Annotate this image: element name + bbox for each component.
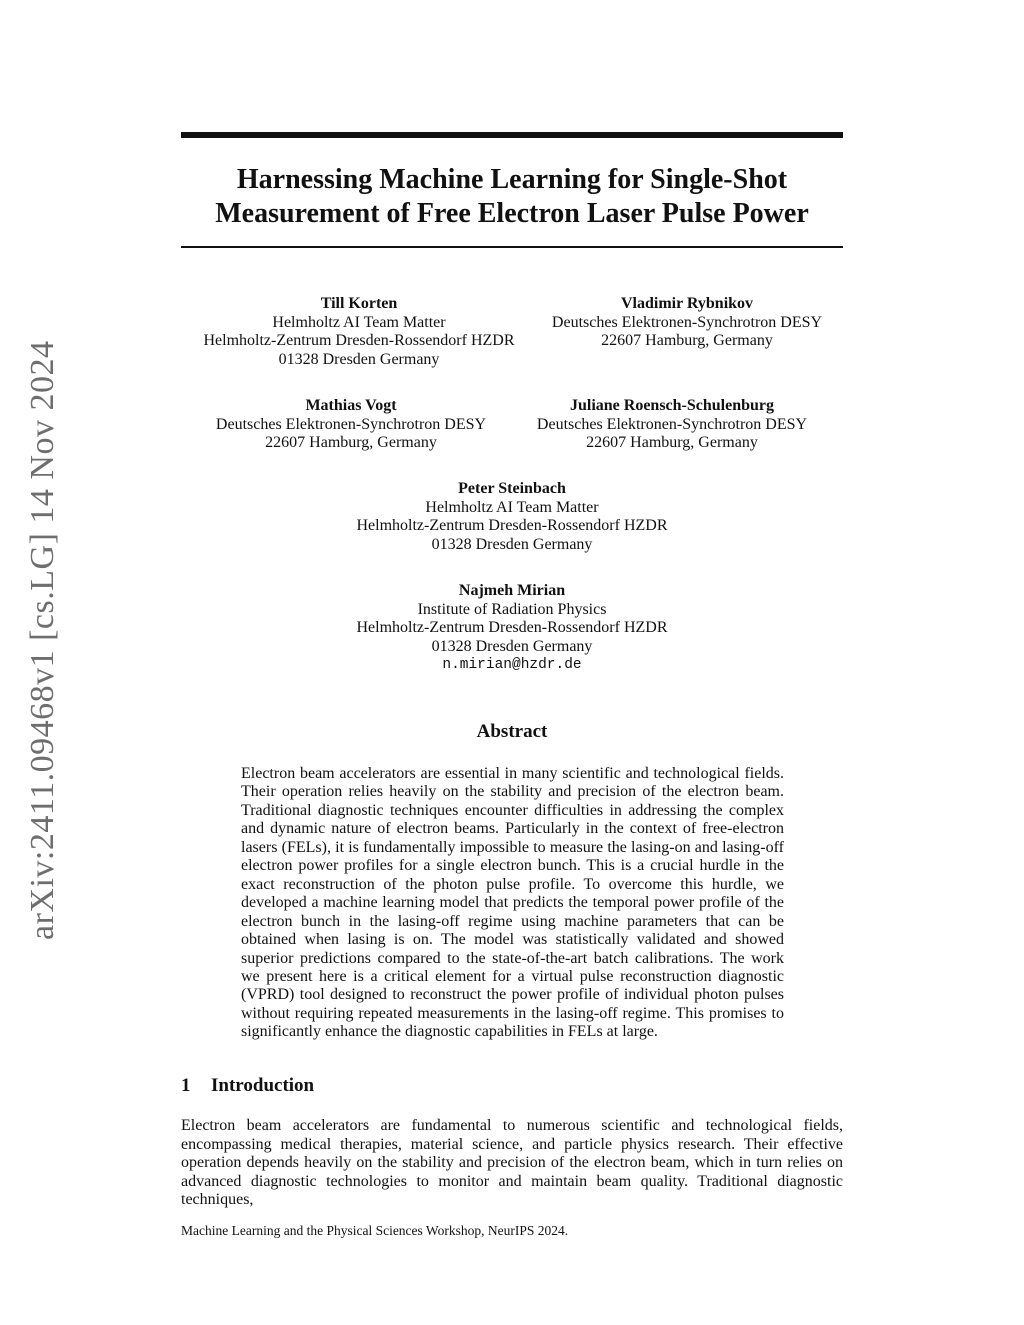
- author-address: 01328 Dresden Germany: [278, 350, 440, 368]
- author-name: Mathias Vogt: [305, 397, 397, 414]
- author-affiliation: Institute of Radiation Physics: [417, 600, 607, 618]
- author-block: [312, 582, 712, 675]
- author-affiliation: Deutsches Elektronen-Synchrotron DESY: [551, 313, 823, 331]
- author-address: 22607 Hamburg, Germany: [601, 332, 773, 350]
- author-block: [532, 295, 842, 351]
- title-line-1: Harnessing Machine Learning for Single-Shot: [236, 164, 788, 195]
- author-name: Till Korten: [320, 295, 398, 312]
- section-heading-introduction: [181, 1075, 843, 1097]
- paper-title: [181, 163, 843, 231]
- section-number: 1: [181, 1075, 191, 1096]
- author-name: Juliane Roensch-Schulenburg: [569, 397, 775, 414]
- author-email[interactable]: n.mirian@hzdr.de: [442, 657, 582, 674]
- author-affiliation: Helmholtz-Zentrum Dresden-Rossendorf HZDR: [356, 517, 668, 535]
- title-bottom-rule: [181, 246, 843, 248]
- author-block: [517, 397, 827, 453]
- title-line-2: Measurement of Free Electron Laser Pulse Power: [215, 198, 809, 229]
- author-affiliation: Deutsches Elektronen-Synchrotron DESY: [215, 415, 487, 433]
- author-name: Najmeh Mirian: [458, 582, 566, 599]
- author-block: [196, 397, 506, 453]
- author-name: Peter Steinbach: [458, 480, 566, 497]
- section-title: Introduction: [211, 1075, 315, 1096]
- author-affiliation: Helmholtz AI Team Matter: [425, 498, 599, 516]
- author-affiliation: Helmholtz AI Team Matter: [272, 313, 446, 331]
- title-top-rule: [181, 132, 843, 138]
- author-name: Vladimir Rybnikov: [620, 295, 754, 312]
- author-affiliation: Helmholtz-Zentrum Dresden-Rossendorf HZDR: [356, 619, 668, 637]
- author-block: [312, 480, 712, 554]
- author-address: 22607 Hamburg, Germany: [586, 434, 758, 452]
- abstract-heading: Abstract: [476, 721, 548, 742]
- author-block: [181, 295, 537, 369]
- author-address: 01328 Dresden Germany: [431, 535, 593, 553]
- abstract-text: Electron beam accelerators are essential in many scientific and technological fields. Their operation relies heavily on the stability and precision of the electron beam. Traditional diagnostic techniques encounter difficulties in addressing the complex and dynamic nature of electron beams. Particularly in the context of free-electron lasers (FELs), it is fundamentally impossible to measure the lasing-on and lasing-off electron power profiles for a single electron bunch. This is a crucial hurdle in the exact reconstruction of the photon pulse profile. To overcome this hurdle, we developed a machine learning model that predicts the temporal power profile of the electron bunch in the lasing-off regime using machine parameters that can be obtained when lasing is on. The model was statistically validated and showed superior predictions compared to the state-of-the-art batch calibrations. The work we present here is a critical element for a virtual pulse reconstruction diagnostic (VPRD) tool designed to reconstruct the power profile of individual photon pulses without requiring repeated measurements in the lasing-off regime. This promises to significantly enhance the diagnostic capabilities in FELs at large.: [241, 765, 784, 1041]
- author-affiliation: Helmholtz-Zentrum Dresden-Rossendorf HZDR: [203, 332, 515, 350]
- author-affiliation: Deutsches Elektronen-Synchrotron DESY: [536, 415, 808, 433]
- venue-footnote: Machine Learning and the Physical Sciences Workshop, NeurIPS 2024.: [181, 1223, 569, 1238]
- arxiv-identifier: arXiv:2411.09468v1 [cs.LG] 14 Nov 2024: [24, 340, 61, 940]
- author-address: 22607 Hamburg, Germany: [265, 434, 437, 452]
- introduction-text: Electron beam accelerators are fundamental to numerous scientific and technological fields, encompassing medical therapies, material science, and particle physics research. Their effective operation depends heavily on the stability and precision of the electron beam, which in turn relies on advanced diagnostic technologies to monitor and maintain beam quality. Traditional diagnostic techniques,: [181, 1117, 843, 1209]
- author-address: 01328 Dresden Germany: [431, 637, 593, 655]
